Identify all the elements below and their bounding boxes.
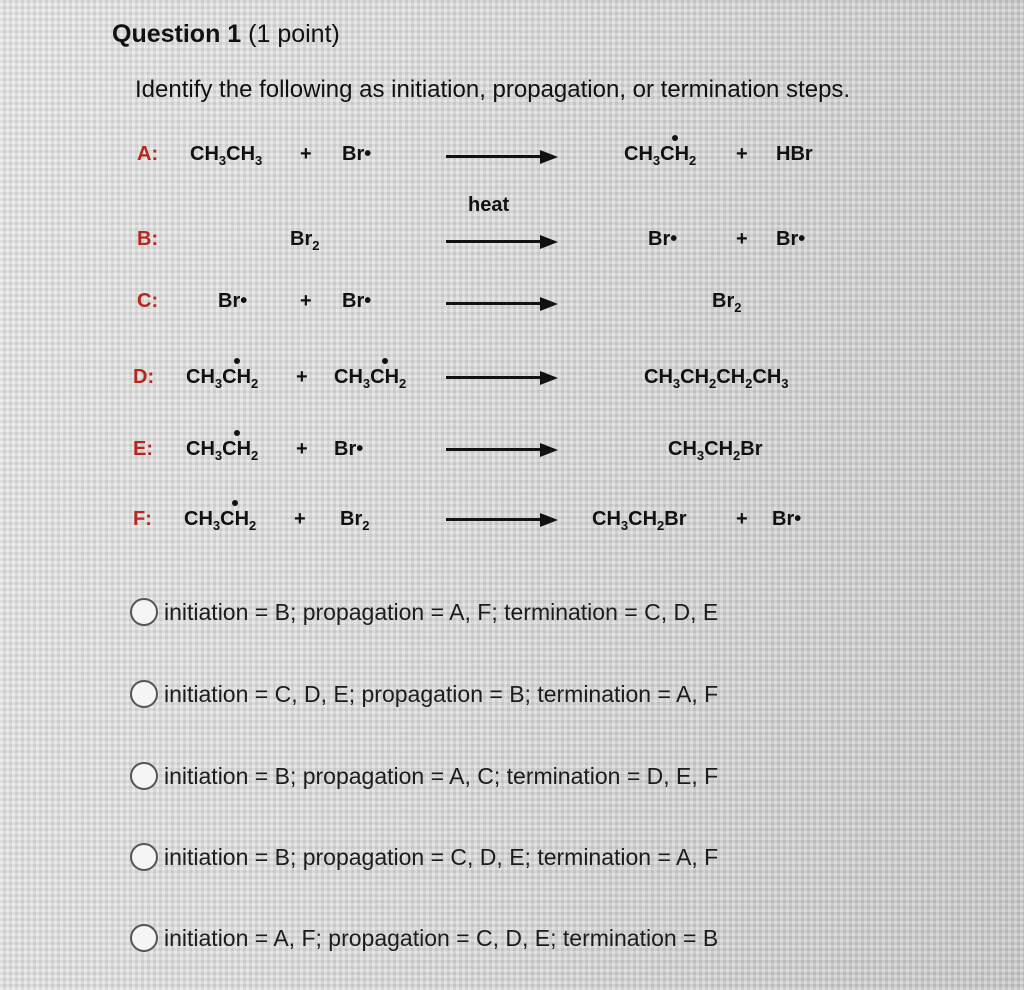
question-points: (1 point) <box>248 20 340 48</box>
plus-sign: + <box>294 508 306 530</box>
reactant-1: $CH_3CH_2$ <box>186 366 259 391</box>
reaction-label: A: <box>137 143 159 165</box>
option-label: initiation = A, F; propagation = C, D, E; termination = B <box>164 924 719 951</box>
reaction-arrow <box>446 440 558 460</box>
plus-sign: + <box>300 143 312 165</box>
answer-option-4[interactable] <box>130 837 718 877</box>
product-2: HBr <box>776 143 813 165</box>
reaction-d <box>0 366 1024 426</box>
radio-button[interactable] <box>130 598 158 626</box>
product-2: Br• <box>776 228 806 250</box>
reaction-label: C: <box>137 290 159 312</box>
product-1: $CH_3CH_2$ <box>624 143 697 168</box>
question-prompt: Identify the following as initiation, propagation, or termination steps. <box>135 76 851 103</box>
plus-sign: + <box>736 228 748 250</box>
reactant-2: $CH_3CH_2$ <box>334 366 407 391</box>
reactant-2: Br• <box>334 438 364 460</box>
question-title: Question 1 (1 point) <box>112 20 340 48</box>
option-label: initiation = C, D, E; propagation = B; termination = A, F <box>164 680 719 707</box>
reaction-b <box>0 194 1024 288</box>
reaction-f <box>0 508 1024 568</box>
reaction-label: F: <box>133 508 152 530</box>
product-1: $Br_2$ <box>712 290 742 315</box>
reactant-1: $Br_2$ <box>290 228 320 253</box>
reactant-1: $CH_3CH_2$ <box>186 438 259 463</box>
radio-button[interactable] <box>130 680 158 708</box>
product-2: Br• <box>772 508 802 530</box>
radio-button[interactable] <box>130 762 158 790</box>
product-1: $CH_3CH_2Br$ <box>592 508 687 533</box>
option-label: initiation = B; propagation = C, D, E; termination = A, F <box>164 843 719 870</box>
reactant-1: $CH_3CH_2$ <box>184 508 257 533</box>
reaction-arrow <box>446 232 558 252</box>
reaction-arrow <box>446 294 558 314</box>
answer-option-3[interactable] <box>130 756 718 796</box>
radio-button[interactable] <box>130 843 158 871</box>
reaction-e <box>0 438 1024 498</box>
option-label: initiation = B; propagation = A, F; termination = C, D, E <box>164 598 719 625</box>
reaction-arrow <box>446 510 558 530</box>
radio-button[interactable] <box>130 924 158 952</box>
reactant-2: Br• <box>342 290 372 312</box>
plus-sign: + <box>296 366 308 388</box>
reaction-c <box>0 290 1024 350</box>
reaction-label: E: <box>133 438 153 460</box>
reactant-1: Br• <box>218 290 248 312</box>
product-1: $CH_3CH_2Br$ <box>668 438 763 463</box>
reaction-a <box>0 143 1024 203</box>
plus-sign: + <box>736 143 748 165</box>
reaction-arrow <box>446 368 558 388</box>
product-1: $CH_3CH_2CH_2CH_3$ <box>644 366 789 391</box>
heat-condition: heat <box>468 194 510 216</box>
reactant-2: Br• <box>342 143 372 165</box>
answer-option-1[interactable] <box>130 592 718 632</box>
answer-option-2[interactable] <box>130 674 718 714</box>
product-1: Br• <box>648 228 678 250</box>
plus-sign: + <box>736 508 748 530</box>
plus-sign: + <box>296 438 308 460</box>
reactant-1: $CH_3CH_3$ <box>190 143 263 168</box>
option-label: initiation = B; propagation = A, C; termination = D, E, F <box>164 762 719 789</box>
answer-option-5[interactable] <box>130 918 718 958</box>
reaction-arrow <box>446 147 558 167</box>
reaction-label: B: <box>137 228 159 250</box>
plus-sign: + <box>300 290 312 312</box>
reaction-label: D: <box>133 366 155 388</box>
reactant-2: $Br_2$ <box>340 508 370 533</box>
